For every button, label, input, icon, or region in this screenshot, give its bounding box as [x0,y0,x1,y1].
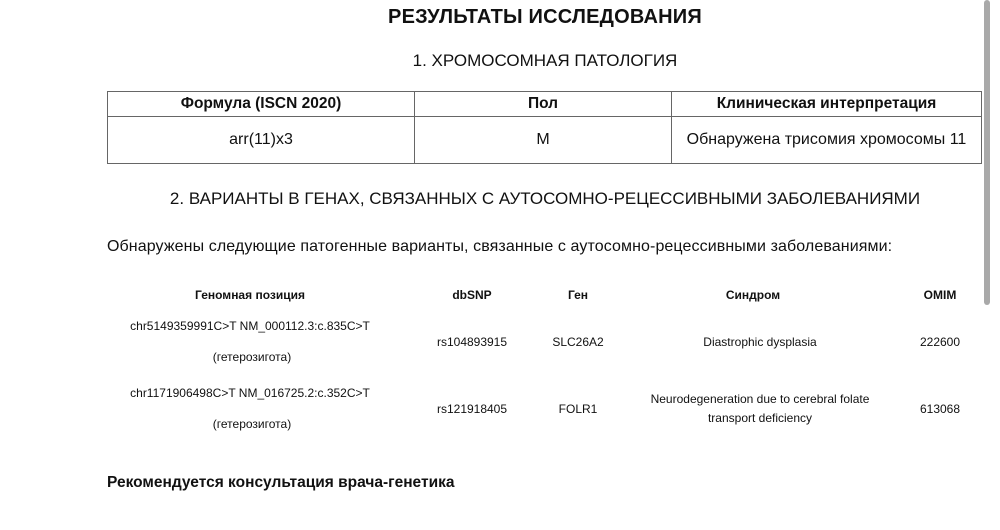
variant-gene: SLC26A2 [552,335,604,349]
variant-zygosity: (гетерозигота) [212,417,292,431]
cell-formula: arr(11)x3 [108,117,415,164]
intro-paragraph: Обнаружены следующие патогенные варианты, связанные с аутосомно-рецессивными заболеваниями: [107,238,893,255]
header-dbsnp: dbSNP [452,288,492,302]
variant-zygosity: (гетерозигота) [212,350,292,364]
variant-position: chr1171906498C>T NM_016725.2:c.352C>T [130,386,370,400]
cell-sex: М [415,117,672,164]
variant-dbsnp: rs121918405 [436,402,508,416]
table-row [108,117,982,164]
variant-omim: 613068 [919,402,961,416]
variant-position: chr5149359991C>T NM_000112.3:c.835C>T [130,319,370,333]
page-title: РЕЗУЛЬТАТЫ ИССЛЕДОВАНИЯ [388,6,702,28]
variant-dbsnp: rs104893915 [436,335,508,349]
variant-omim: 222600 [919,335,961,349]
vertical-scrollbar[interactable] [984,0,990,305]
recommendation-text: Рекомендуется консультация врача-генетика [107,474,455,491]
section-1-heading: 1. ХРОМОСОМНАЯ ПАТОЛОГИЯ [412,51,678,70]
variant-syndrome-line2: transport deficiency [707,411,813,425]
variant-gene: FOLR1 [558,402,598,416]
header-omim: OMIM [923,288,957,302]
variant-syndrome: Neurodegeneration due to cerebral folate [650,392,870,406]
section-2-heading: 2. ВАРИАНТЫ В ГЕНАХ, СВЯЗАННЫХ С АУТОСОМНО-РЕЦЕССИВНЫМИ ЗАБОЛЕВАНИЯМИ [169,189,921,208]
table-header-row [108,92,982,117]
header-sex: Пол [415,92,672,117]
header-interpretation: Клиническая интерпретация [672,92,982,117]
header-formula: Формула (ISCN 2020) [108,92,415,117]
variant-syndrome: Diastrophic dysplasia [703,335,817,349]
header-position: Геномная позиция [195,288,305,302]
header-gene: Ген [567,288,589,302]
cell-interpretation: Обнаружена трисомия хромосомы 11 [672,117,982,164]
chromosome-table [107,91,982,164]
header-syndrome: Синдром [725,288,781,302]
